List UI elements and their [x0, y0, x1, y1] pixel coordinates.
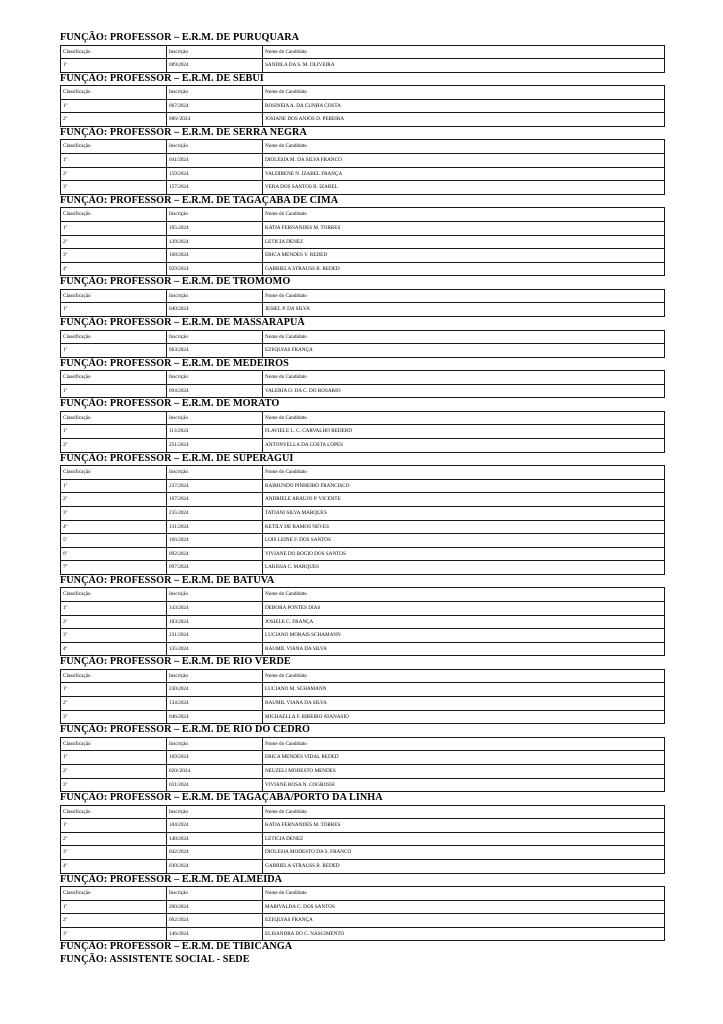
nome-cell: KATIA FERNANDES M. TORRES: [263, 221, 665, 235]
table-row: [61, 642, 665, 656]
table-header-row: [61, 737, 665, 751]
classificacao-cell: 2º: [61, 439, 167, 453]
classificacao-cell: 1º: [61, 900, 167, 914]
table-row: [61, 520, 665, 534]
inscricao-cell: 042/2024: [167, 846, 263, 860]
inscricao-cell: 235/2024: [167, 506, 263, 520]
nome-cell: MICHAELLA F. RIBEIRO ATANASIO: [263, 710, 665, 724]
table-row: [61, 493, 665, 507]
table-header-row: [61, 371, 665, 385]
table-header-row: [61, 805, 665, 819]
nome-cell: VALERIA O. DA C. DO ROSARIO: [263, 384, 665, 398]
inscricao-cell: 183/2024: [167, 615, 263, 629]
header-inscricao: Inscrição: [167, 588, 263, 602]
table-row: [61, 547, 665, 561]
header-classificacao: Classificação: [61, 140, 167, 154]
inscricao-cell: 166/2024: [167, 534, 263, 548]
inscricao-cell: 146/2024: [167, 927, 263, 941]
header-classificacao: Classificação: [61, 86, 167, 100]
nome-cell: RAUMIL VIANA DA SILVA: [263, 697, 665, 711]
table-row: [61, 860, 665, 874]
section-title: FUNÇÃO: PROFESSOR – E.R.M. DE TIBICANGA: [60, 941, 293, 953]
table-row: [61, 914, 665, 928]
inscricao-cell: 159/2024: [167, 167, 263, 181]
header-classificacao: Classificação: [61, 208, 167, 222]
table-header-row: [61, 45, 665, 59]
section-title: FUNÇÃO: PROFESSOR – E.R.M. DE MASSARAPUÃ: [60, 317, 305, 328]
classificacao-cell: 2º: [61, 235, 167, 249]
inscricao-cell: 062/2024: [167, 914, 263, 928]
candidate-table: [60, 465, 665, 575]
nome-cell: RAUMIL VIANA DA SILVA: [263, 642, 665, 656]
table-header-row: [61, 588, 665, 602]
classificacao-cell: 3º: [61, 181, 167, 195]
inscricao-cell: 113/2024: [167, 425, 263, 439]
inscricao-cell: 031/2024: [167, 778, 263, 792]
classificacao-cell: 1º: [61, 303, 167, 317]
classificacao-cell: 1º: [61, 99, 167, 113]
nome-cell: MARIVALDA C. DOS SANTOS: [263, 900, 665, 914]
table-row: [61, 167, 665, 181]
table-row: [61, 683, 665, 697]
nome-cell: VIVIANE ROSA N. COGROSSI: [263, 778, 665, 792]
header-classificacao: Classificação: [61, 737, 167, 751]
header-classificacao: Classificação: [61, 466, 167, 480]
header-nome: Nome do Candidato: [263, 208, 665, 222]
table-row: [61, 615, 665, 629]
header-nome: Nome do Candidato: [263, 140, 665, 154]
candidate-table: [60, 85, 665, 127]
inscricao-cell: 251/2024: [167, 439, 263, 453]
table-header-row: [61, 466, 665, 480]
header-classificacao: Classificação: [61, 289, 167, 303]
classificacao-cell: 2º: [61, 493, 167, 507]
nome-cell: DIOLESIA M. DA SILVA FRANCO: [263, 154, 665, 168]
table-row: [61, 235, 665, 249]
inscricao-cell: 131/2024: [167, 520, 263, 534]
header-classificacao: Classificação: [61, 371, 167, 385]
nome-cell: VERA DOS SANTOS B. IZABEL: [263, 181, 665, 195]
header-nome: Nome do Candidato: [263, 330, 665, 344]
nome-cell: EZEQUIAS FRANÇA: [263, 914, 665, 928]
inscricao-cell: 097/2024: [167, 561, 263, 575]
classificacao-cell: 6º: [61, 547, 167, 561]
candidate-table: [60, 805, 665, 874]
header-nome: Nome do Candidato: [263, 86, 665, 100]
nome-cell: VIVIANE DO ROCIO DOS SANTOS: [263, 547, 665, 561]
inscricao-cell: 029/2024: [167, 262, 263, 276]
header-inscricao: Inscrição: [167, 887, 263, 901]
header-inscricao: Inscrição: [167, 737, 263, 751]
table-row: [61, 59, 665, 73]
header-inscricao: Inscrição: [167, 208, 263, 222]
nome-cell: DEBORA PONTES DIAS: [263, 602, 665, 616]
inscricao-cell: 140/2024: [167, 832, 263, 846]
classificacao-cell: 2º: [61, 167, 167, 181]
header-inscricao: Inscrição: [167, 86, 263, 100]
table-row: [61, 846, 665, 860]
classificacao-cell: 3º: [61, 846, 167, 860]
candidate-table: [60, 737, 665, 792]
classificacao-cell: 2º: [61, 113, 167, 127]
inscricao-cell: 104/2024: [167, 819, 263, 833]
classificacao-cell: 1º: [61, 59, 167, 73]
header-nome: Nome do Candidato: [263, 289, 665, 303]
section-title: FUNÇÃO: PROFESSOR – E.R.M. DE MEDEIROS: [60, 357, 289, 369]
inscricao-cell: 092/2024: [167, 547, 263, 561]
classificacao-cell: 3º: [61, 927, 167, 941]
nome-cell: NEUZELI MODESTO MENDES: [263, 764, 665, 778]
header-inscricao: Inscrição: [167, 411, 263, 425]
nome-cell: TATIANI SILVA MARQUES: [263, 506, 665, 520]
header-inscricao: Inscrição: [167, 805, 263, 819]
nome-cell: LOIS LEINE F. DOS SANTOS: [263, 534, 665, 548]
nome-cell: GABRIELA STRAUSS B. REDED: [263, 860, 665, 874]
classificacao-cell: 1º: [61, 344, 167, 358]
header-inscricao: Inscrição: [167, 669, 263, 683]
table-row: [61, 629, 665, 643]
table-row: [61, 113, 665, 127]
table-row: [61, 344, 665, 358]
classificacao-cell: 1º: [61, 751, 167, 765]
classificacao-cell: 3º: [61, 506, 167, 520]
header-classificacao: Classificação: [61, 45, 167, 59]
section-title: FUNÇÃO: ASSISTENTE SOCIAL - SEDE: [60, 953, 250, 965]
classificacao-cell: 3º: [61, 710, 167, 724]
nome-cell: GABRIELA STRAUSS B. REDED: [263, 262, 665, 276]
table-row: [61, 303, 665, 317]
header-inscricao: Inscrição: [167, 45, 263, 59]
classificacao-cell: 4º: [61, 520, 167, 534]
header-nome: Nome do Candidato: [263, 411, 665, 425]
table-header-row: [61, 289, 665, 303]
nome-cell: JOSIELE C. FRANÇA: [263, 615, 665, 629]
header-classificacao: Classificação: [61, 669, 167, 683]
classificacao-cell: 3º: [61, 629, 167, 643]
candidate-table: [60, 411, 665, 453]
header-nome: Nome do Candidato: [263, 45, 665, 59]
table-row: [61, 506, 665, 520]
table-row: [61, 249, 665, 263]
inscricao-cell: 041/2024: [167, 154, 263, 168]
table-row: [61, 819, 665, 833]
classificacao-cell: 2º: [61, 914, 167, 928]
header-nome: Nome do Candidato: [263, 669, 665, 683]
inscricao-cell: 135/2024: [167, 642, 263, 656]
nome-cell: ANDRIELE ARAUJO P. VICENTE: [263, 493, 665, 507]
nome-cell: ERICA MENDES VIDAL REDED: [263, 751, 665, 765]
section-title: FUNÇÃO: PROFESSOR – E.R.M. DE TROMOMO: [60, 276, 291, 288]
classificacao-cell: 1º: [61, 154, 167, 168]
candidate-table: [60, 330, 665, 358]
inscricao-cell: 030/2024: [167, 860, 263, 874]
nome-cell: VALDIRENE N. IZABEL FRANÇA: [263, 167, 665, 181]
header-inscricao: Inscrição: [167, 466, 263, 480]
classificacao-cell: 7º: [61, 561, 167, 575]
nome-cell: RAIMUNDO PINHEIRO FRANCISCO: [263, 479, 665, 493]
inscricao-cell: 086//2024: [167, 113, 263, 127]
inscricao-cell: 168/2024: [167, 249, 263, 263]
nome-cell: JOSIANE DOS ANJOS D. PEREIRA: [263, 113, 665, 127]
inscricao-cell: 169/2024: [167, 751, 263, 765]
classificacao-cell: 2º: [61, 832, 167, 846]
classificacao-cell: 4º: [61, 860, 167, 874]
nome-cell: LETICIA DENEZ: [263, 235, 665, 249]
table-header-row: [61, 411, 665, 425]
classificacao-cell: 4º: [61, 642, 167, 656]
header-nome: Nome do Candidato: [263, 588, 665, 602]
header-nome: Nome do Candidato: [263, 371, 665, 385]
table-row: [61, 262, 665, 276]
candidate-table: [60, 289, 665, 317]
inscricao-cell: 089/2024: [167, 59, 263, 73]
inscricao-cell: 143/2024: [167, 602, 263, 616]
header-inscricao: Inscrição: [167, 330, 263, 344]
table-header-row: [61, 887, 665, 901]
inscricao-cell: 094/2024: [167, 384, 263, 398]
header-nome: Nome do Candidato: [263, 805, 665, 819]
header-classificacao: Classificação: [61, 588, 167, 602]
header-nome: Nome do Candidato: [263, 737, 665, 751]
table-row: [61, 927, 665, 941]
inscricao-cell: 046/2024: [167, 710, 263, 724]
inscricao-cell: 139/2024: [167, 235, 263, 249]
table-header-row: [61, 86, 665, 100]
nome-cell: EZEQUIAS FRANÇA: [263, 344, 665, 358]
table-row: [61, 384, 665, 398]
inscricao-cell: 063/2024: [167, 344, 263, 358]
nome-cell: KETILY DE RAMOS NEVES: [263, 520, 665, 534]
table-header-row: [61, 140, 665, 154]
table-row: [61, 778, 665, 792]
inscricao-cell: 020//2024: [167, 764, 263, 778]
nome-cell: LUCIANO MORAIS SCHAMANN: [263, 629, 665, 643]
candidate-table: [60, 207, 665, 276]
table-header-row: [61, 330, 665, 344]
nome-cell: LUCIANO M. SCHAMANN: [263, 683, 665, 697]
table-row: [61, 479, 665, 493]
table-row: [61, 697, 665, 711]
inscricao-cell: 067/2024: [167, 99, 263, 113]
table-row: [61, 425, 665, 439]
inscricao-cell: 134/2024: [167, 697, 263, 711]
section-title: FUNÇÃO: PROFESSOR – E.R.M. DE SEBUI: [60, 72, 264, 84]
classificacao-cell: 4º: [61, 262, 167, 276]
table-header-row: [61, 208, 665, 222]
nome-cell: SANDILA DA S. M. OLIVEIRA: [263, 59, 665, 73]
table-row: [61, 751, 665, 765]
classificacao-cell: 1º: [61, 602, 167, 616]
header-nome: Nome do Candidato: [263, 887, 665, 901]
header-nome: Nome do Candidato: [263, 466, 665, 480]
section-title: FUNÇÃO: PROFESSOR – E.R.M. DE MORATO: [60, 398, 280, 410]
classificacao-cell: 3º: [61, 778, 167, 792]
table-row: [61, 832, 665, 846]
classificacao-cell: 5º: [61, 534, 167, 548]
table-row: [61, 710, 665, 724]
classificacao-cell: 2º: [61, 615, 167, 629]
inscricao-cell: 231/2024: [167, 629, 263, 643]
classificacao-cell: 1º: [61, 479, 167, 493]
classificacao-cell: 1º: [61, 683, 167, 697]
section-title: FUNÇÃO: PROFESSOR – E.R.M. DE RIO VERDE: [60, 656, 291, 668]
table-row: [61, 181, 665, 195]
nome-cell: FLAVIELE L. C. CARVALHO REDERD: [263, 425, 665, 439]
candidate-table: [60, 886, 665, 941]
table-header-row: [61, 669, 665, 683]
candidate-table: [60, 45, 665, 73]
table-row: [61, 99, 665, 113]
table-row: [61, 439, 665, 453]
section-title: FUNÇÃO: PROFESSOR – E.R.M. DE BATUVA: [60, 574, 275, 586]
section-title: FUNÇÃO: PROFESSOR – E.R.M. DE RIO DO CEDRO: [60, 724, 311, 736]
nome-cell: KATIA FERNANDES M. TORRES: [263, 819, 665, 833]
classificacao-cell: 1º: [61, 819, 167, 833]
table-row: [61, 534, 665, 548]
section-title: FUNÇÃO: PROFESSOR – E.R.M. DE TAGAÇABA/PORTO DA LINHA: [60, 792, 383, 804]
nome-cell: LETICIA DENEZ: [263, 832, 665, 846]
inscricao-cell: 040/2024: [167, 303, 263, 317]
candidate-table: [60, 587, 665, 656]
candidate-table: [60, 139, 665, 194]
section-title: FUNÇÃO: PROFESSOR – E.R.M. DE ALMEIDA: [60, 873, 283, 885]
candidate-table: [60, 370, 665, 398]
candidate-table: [60, 669, 665, 724]
nome-cell: ERICA MENDES V. REDED: [263, 249, 665, 263]
inscricao-cell: 105/2024: [167, 221, 263, 235]
table-row: [61, 561, 665, 575]
table-row: [61, 602, 665, 616]
table-row: [61, 764, 665, 778]
classificacao-cell: 2º: [61, 697, 167, 711]
header-classificacao: Classificação: [61, 411, 167, 425]
header-classificacao: Classificação: [61, 887, 167, 901]
inscricao-cell: 237/2024: [167, 479, 263, 493]
nome-cell: JESIEL P. DA SILVA: [263, 303, 665, 317]
inscricao-cell: 167/2024: [167, 493, 263, 507]
table-row: [61, 900, 665, 914]
nome-cell: ELISANDRA DO C. NASCIMENTO: [263, 927, 665, 941]
classificacao-cell: 1º: [61, 425, 167, 439]
section-title: FUNÇÃO: PROFESSOR – E.R.M. DE PURUQUARA: [60, 32, 300, 43]
nome-cell: ANTONYELLA DA COSTA LOPES: [263, 439, 665, 453]
classificacao-cell: 3º: [61, 249, 167, 263]
classificacao-cell: 2º: [61, 764, 167, 778]
inscricao-cell: 230/2024: [167, 683, 263, 697]
header-inscricao: Inscrição: [167, 289, 263, 303]
nome-cell: DIOLESIA MODESTO DA S. FRANCO: [263, 846, 665, 860]
section-title: FUNÇÃO: PROFESSOR – E.R.M. DE SERRA NEGRA: [60, 126, 307, 138]
header-inscricao: Inscrição: [167, 371, 263, 385]
classificacao-cell: 1º: [61, 221, 167, 235]
header-classificacao: Classificação: [61, 805, 167, 819]
nome-cell: ROSINEIA A. DA CUNHA COSTA: [263, 99, 665, 113]
section-title: FUNÇÃO: PROFESSOR – E.R.M. DE SUPERAGUI: [60, 452, 294, 464]
header-inscricao: Inscrição: [167, 140, 263, 154]
nome-cell: LARISSA C. MARQUES: [263, 561, 665, 575]
inscricao-cell: 200/2024: [167, 900, 263, 914]
inscricao-cell: 157/2024: [167, 181, 263, 195]
section-title: FUNÇÃO: PROFESSOR – E.R.M. DE TAGAÇABA DE CIMA: [60, 194, 339, 206]
table-row: [61, 154, 665, 168]
table-row: [61, 221, 665, 235]
classificacao-cell: 1º: [61, 384, 167, 398]
header-classificacao: Classificação: [61, 330, 167, 344]
